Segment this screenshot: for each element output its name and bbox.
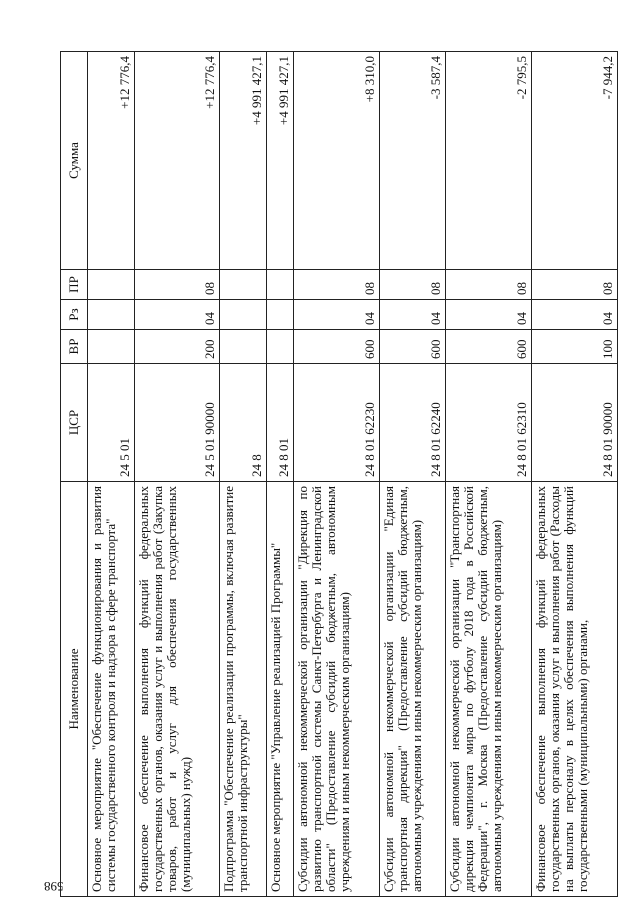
table-row <box>446 52 532 897</box>
budget-table <box>60 51 618 897</box>
table-row <box>267 52 294 897</box>
row-vr: 100 <box>531 330 617 364</box>
row-csr: 24 8 <box>220 364 267 482</box>
row-name: Финансовое обеспечение выполнения функций федеральных государственных органов, оказания услуг и выполнения работ (Закупка товаров, работ и услуг для обеспечения государственных (муниципальных) нужд) <box>134 482 220 897</box>
row-name: Подпрограмма "Обеспечение реализации программы, включая развитие транспортной инфраструктуры" <box>220 482 267 897</box>
row-vr <box>88 330 135 364</box>
header-csr: ЦСР <box>61 364 88 482</box>
row-vr: 600 <box>379 330 445 364</box>
row-csr: 24 8 01 90000 <box>531 364 617 482</box>
row-csr: 24 8 01 62240 <box>379 364 445 482</box>
row-rz <box>220 300 267 330</box>
row-vr: 600 <box>293 330 379 364</box>
row-pr: 08 <box>531 270 617 300</box>
header-rz: Рз <box>61 300 88 330</box>
row-rz <box>267 300 294 330</box>
row-pr: 08 <box>293 270 379 300</box>
row-sum: +4 991 427,1 <box>220 52 267 270</box>
row-name: Субсидии автономной некоммерческой организации "Дирекция по развитию транспортной системы Санкт-Петербурга и Ленинградской области" (Предоставление субсидий бюджетным, автономным учреждениям и иным некоммерческим организациям) <box>293 482 379 897</box>
row-name: Субсидии автономной некоммерческой организации "Единая транспортная дирекция" (Предоставление субсидий бюджетным, автономным учреждениям и иным некоммерческим организациям) <box>379 482 445 897</box>
table-row <box>88 52 135 897</box>
header-name: Наименование <box>61 482 88 897</box>
row-vr: 200 <box>134 330 220 364</box>
row-sum: +8 310,0 <box>293 52 379 270</box>
row-rz: 04 <box>446 300 532 330</box>
page-number: 598 <box>44 879 64 894</box>
row-rz: 04 <box>379 300 445 330</box>
row-sum: -2 795,5 <box>446 52 532 270</box>
table-row <box>531 52 617 897</box>
table-row <box>220 52 267 897</box>
header-pr: ПР <box>61 270 88 300</box>
row-vr <box>220 330 267 364</box>
table-row <box>379 52 445 897</box>
row-pr <box>88 270 135 300</box>
table-row <box>134 52 220 897</box>
header-row <box>61 52 88 897</box>
row-csr: 24 8 01 62310 <box>446 364 532 482</box>
row-csr: 24 8 01 <box>267 364 294 482</box>
row-rz <box>88 300 135 330</box>
row-sum: +12 776,4 <box>88 52 135 270</box>
row-csr: 24 5 01 90000 <box>134 364 220 482</box>
row-name: Основное мероприятие "Обеспечение функционирования и развития системы государственного контроля и надзора в сфере транспорта" <box>88 482 135 897</box>
row-sum: +4 991 427,1 <box>267 52 294 270</box>
header-vr: ВР <box>61 330 88 364</box>
row-pr: 08 <box>446 270 532 300</box>
row-pr <box>267 270 294 300</box>
row-vr: 600 <box>446 330 532 364</box>
row-vr <box>267 330 294 364</box>
row-rz: 04 <box>134 300 220 330</box>
row-sum: -7 944,2 <box>531 52 617 270</box>
row-rz: 04 <box>293 300 379 330</box>
row-csr: 24 5 01 <box>88 364 135 482</box>
row-name: Основное мероприятие "Управление реализацией Программы" <box>267 482 294 897</box>
row-sum: +12 776,4 <box>134 52 220 270</box>
row-sum: -3 587,4 <box>379 52 445 270</box>
row-pr <box>220 270 267 300</box>
row-name: Финансовое обеспечение выполнения функций федеральных государственных органов, оказания услуг и выполнения работ (Расходы на выплаты персоналу в целях обеспечения выполнения функций государственными (муниципальными) органами, <box>531 482 617 897</box>
row-rz: 04 <box>531 300 617 330</box>
header-sum: Сумма <box>61 52 88 270</box>
row-pr: 08 <box>134 270 220 300</box>
row-csr: 24 8 01 62230 <box>293 364 379 482</box>
table-row <box>293 52 379 897</box>
row-pr: 08 <box>379 270 445 300</box>
row-name: Субсидии автономной некоммерческой организации "Транспортная дирекция чемпионата мира по футболу 2018 года в Российской Федерации", г. Москва (Предоставление субсидий бюджетным, автономным учреждениям и иным некоммерческим организациям) <box>446 482 532 897</box>
